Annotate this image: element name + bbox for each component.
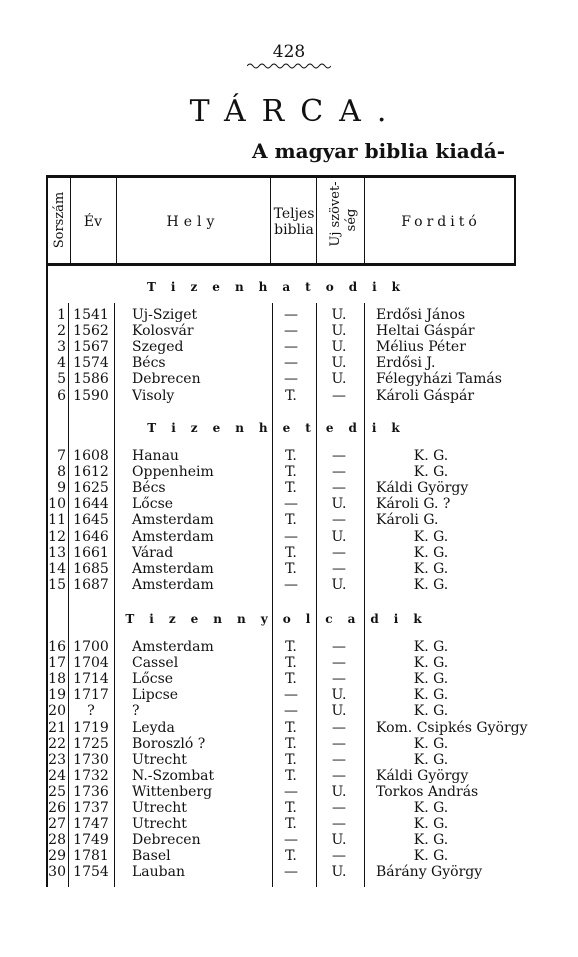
row-number: 14 — [48, 560, 66, 577]
row-new-testament: U. — [331, 832, 347, 849]
row-number: 2 — [57, 323, 66, 340]
table-row — [46, 464, 516, 480]
row-place: Amsterdam — [132, 560, 214, 577]
row-full-bible: — — [284, 528, 298, 545]
row-new-testament: U. — [331, 528, 347, 545]
row-translator: K. G. — [413, 703, 449, 720]
row-new-testament: — — [332, 448, 346, 464]
row-translator: K. G. — [413, 528, 449, 545]
row-new-testament: — — [332, 800, 346, 816]
row-place: Wittenberg — [132, 783, 213, 800]
row-translator: K. G. — [413, 735, 449, 752]
row-number: 19 — [48, 687, 66, 704]
row-full-bible: T. — [285, 480, 297, 497]
header-divider — [116, 178, 117, 264]
row-new-testament: — — [332, 639, 346, 655]
row-new-testament: U. — [331, 496, 347, 513]
table-row — [46, 577, 516, 593]
row-translator: K. G. — [413, 687, 449, 704]
table-row — [46, 388, 516, 404]
table-row — [46, 784, 516, 800]
row-full-bible: T. — [285, 544, 297, 561]
row-new-testament: — — [332, 544, 346, 561]
row-translator: Erdősi J. — [376, 355, 436, 372]
row-place: Lőcse — [132, 496, 174, 513]
row-full-bible: T. — [285, 816, 297, 833]
row-place: Utrecht — [132, 816, 187, 833]
row-new-testament: — — [332, 387, 346, 404]
row-translator: K. G. — [413, 848, 449, 865]
row-number: 30 — [48, 864, 66, 881]
row-translator: Károli Gáspár — [376, 387, 475, 404]
row-new-testament: U. — [331, 323, 347, 340]
row-translator: K. G. — [413, 800, 449, 816]
row-new-testament: — — [332, 560, 346, 577]
table-row — [46, 736, 516, 752]
row-translator: K. G. — [413, 655, 449, 672]
row-place: Leyda — [132, 719, 175, 736]
header-divider — [70, 178, 71, 264]
row-new-testament: — — [332, 767, 346, 784]
row-new-testament: — — [332, 735, 346, 752]
row-new-testament: U. — [331, 307, 347, 323]
row-year: 1586 — [73, 371, 109, 388]
row-year: 1754 — [73, 864, 109, 881]
row-number: 29 — [48, 848, 66, 865]
row-number: 23 — [48, 751, 66, 768]
row-place: Lipcse — [132, 687, 179, 704]
row-number: 12 — [48, 528, 66, 545]
row-full-bible: — — [284, 339, 298, 356]
row-year: 1700 — [73, 639, 109, 655]
row-place: Visoly — [132, 387, 175, 404]
row-year: 1685 — [73, 560, 109, 577]
row-new-testament: — — [332, 464, 346, 481]
row-new-testament: — — [332, 848, 346, 865]
table-row — [46, 768, 516, 784]
row-translator: Kom. Csipkés György — [376, 719, 528, 736]
row-number: 16 — [48, 639, 66, 655]
row-full-bible: — — [284, 864, 298, 881]
row-full-bible: — — [284, 307, 298, 323]
row-full-bible: T. — [285, 560, 297, 577]
row-place: Amsterdam — [132, 512, 214, 529]
row-translator: K. G. — [413, 464, 449, 481]
header-divider — [316, 178, 317, 264]
row-place: Amsterdam — [132, 528, 214, 545]
row-year: 1645 — [73, 512, 109, 529]
row-full-bible: — — [284, 576, 298, 593]
row-number: 28 — [48, 832, 66, 849]
row-new-testament: — — [332, 512, 346, 529]
row-new-testament: U. — [331, 783, 347, 800]
row-place: Amsterdam — [132, 639, 214, 655]
row-year: 1562 — [73, 323, 109, 340]
row-translator: K. G. — [413, 560, 449, 577]
row-year: 1749 — [73, 832, 109, 849]
row-full-bible: — — [284, 703, 298, 720]
row-translator: K. G. — [413, 639, 449, 655]
row-place: N.-Szombat — [132, 767, 215, 784]
row-number: 1 — [57, 307, 66, 323]
row-translator: Heltai Gáspár — [376, 323, 475, 340]
row-number: 7 — [57, 448, 66, 464]
table-row — [46, 307, 516, 323]
row-place: Bécs — [132, 480, 166, 497]
row-number: 15 — [48, 576, 66, 593]
row-number: 21 — [48, 719, 66, 736]
header-hely: Hely — [166, 214, 220, 230]
table-row — [46, 832, 516, 848]
row-full-bible: T. — [285, 800, 297, 816]
row-number: 3 — [57, 339, 66, 356]
row-place: Amsterdam — [132, 576, 214, 593]
row-translator: K. G. — [413, 576, 449, 593]
row-full-bible: — — [284, 832, 298, 849]
table-row — [46, 448, 516, 464]
row-place: Utrecht — [132, 800, 187, 816]
row-translator: Káldi György — [376, 767, 469, 784]
row-year: 1644 — [73, 496, 109, 513]
table-row — [46, 496, 516, 512]
row-year: 1567 — [73, 339, 109, 356]
table-row — [46, 800, 516, 816]
row-number: 11 — [48, 512, 66, 529]
row-year: 1590 — [73, 387, 109, 404]
row-translator: K. G. — [413, 832, 449, 849]
row-translator: Mélius Péter — [376, 339, 466, 356]
row-year: 1747 — [73, 816, 109, 833]
table-row — [46, 816, 516, 832]
row-full-bible: T. — [285, 735, 297, 752]
row-full-bible: T. — [285, 464, 297, 481]
article-subtitle: A magyar biblia kiadá- — [252, 139, 506, 163]
table-row — [46, 339, 516, 355]
row-translator: Károli G. — [376, 512, 439, 529]
table-row — [46, 561, 516, 577]
page-number-ornament — [247, 62, 331, 70]
table-row — [46, 703, 516, 719]
section-heading: Tizenhetedik — [147, 421, 415, 435]
row-translator: Károli G. ? — [376, 496, 451, 513]
row-new-testament: — — [332, 671, 346, 688]
row-year: 1612 — [73, 464, 109, 481]
header-teljes-line1: Teljes — [273, 206, 315, 222]
row-number: 24 — [48, 767, 66, 784]
row-full-bible: T. — [285, 751, 297, 768]
header-ujszov-line2: ség — [344, 208, 359, 232]
row-year: 1661 — [73, 544, 109, 561]
row-full-bible: T. — [285, 448, 297, 464]
row-place: Bécs — [132, 355, 166, 372]
row-place: Debrecen — [132, 371, 201, 388]
row-full-bible: — — [284, 371, 298, 388]
row-number: 8 — [57, 464, 66, 481]
row-place: Szeged — [132, 339, 184, 356]
row-year: 1574 — [73, 355, 109, 372]
row-year: 1608 — [73, 448, 109, 464]
row-year: 1704 — [73, 655, 109, 672]
row-full-bible: T. — [285, 639, 297, 655]
header-divider — [364, 178, 365, 264]
table-row — [46, 687, 516, 703]
row-year: 1714 — [73, 671, 109, 688]
row-year: 1625 — [73, 480, 109, 497]
row-number: 25 — [48, 783, 66, 800]
row-year: 1732 — [73, 767, 109, 784]
table-row — [46, 719, 528, 736]
row-translator: K. G. — [413, 544, 449, 561]
row-full-bible: T. — [285, 767, 297, 784]
row-translator: Félegyházi Tamás — [376, 371, 502, 388]
row-year: 1687 — [73, 576, 109, 593]
table-row — [46, 655, 516, 671]
row-new-testament: U. — [331, 576, 347, 593]
table-row — [46, 864, 516, 880]
row-full-bible: — — [284, 355, 298, 372]
row-translator: K. G. — [413, 671, 449, 688]
row-translator: Káldi György — [376, 480, 469, 497]
row-place: Kolosvár — [132, 323, 194, 340]
row-new-testament: — — [332, 480, 346, 497]
row-place: Debrecen — [132, 832, 201, 849]
row-full-bible: — — [284, 496, 298, 513]
header-ujszov-line1: Uj szövet- — [328, 181, 343, 247]
row-place: Várad — [132, 544, 174, 561]
row-place: Oppenheim — [132, 464, 214, 481]
row-new-testament: U. — [331, 703, 347, 720]
row-translator: Bárány György — [376, 864, 483, 881]
row-number: 27 — [48, 816, 66, 833]
row-number: 9 — [57, 480, 66, 497]
row-full-bible: — — [284, 687, 298, 704]
header-teljes-line2: biblia — [274, 222, 314, 238]
row-number: 10 — [48, 496, 66, 513]
row-year: 1737 — [73, 800, 109, 816]
row-year: 1730 — [73, 751, 109, 768]
row-place: Uj-Sziget — [132, 307, 198, 323]
row-translator: Erdősi János — [376, 307, 466, 323]
row-number: 26 — [48, 800, 66, 816]
row-full-bible: — — [284, 323, 298, 340]
row-year: 1719 — [73, 719, 109, 736]
row-new-testament: U. — [331, 371, 347, 388]
row-year: ? — [87, 703, 95, 720]
row-full-bible: T. — [285, 387, 297, 404]
table-row — [46, 512, 516, 528]
table-row — [46, 371, 516, 387]
row-translator: K. G. — [413, 448, 449, 464]
table-row — [46, 639, 516, 655]
row-new-testament: U. — [331, 687, 347, 704]
row-translator: Torkos András — [376, 783, 479, 800]
table-row — [46, 671, 516, 687]
table-row — [46, 480, 516, 496]
row-place: Boroszló ? — [132, 735, 206, 752]
row-number: 6 — [57, 387, 66, 404]
row-new-testament: — — [332, 816, 346, 833]
row-number: 18 — [48, 671, 66, 688]
row-number: 4 — [57, 355, 66, 372]
row-year: 1717 — [73, 687, 109, 704]
row-number: 20 — [48, 703, 66, 720]
row-full-bible: T. — [285, 671, 297, 688]
row-number: 5 — [57, 371, 66, 388]
row-translator: K. G. — [413, 751, 449, 768]
row-new-testament: — — [332, 719, 346, 736]
row-number: 13 — [48, 544, 66, 561]
row-full-bible: — — [284, 783, 298, 800]
header-sorszam: Sorszám — [52, 191, 67, 249]
row-new-testament: — — [332, 751, 346, 768]
row-place: Cassel — [132, 655, 179, 672]
row-place: Basel — [132, 848, 171, 865]
row-year: 1541 — [73, 307, 109, 323]
row-place: Utrecht — [132, 751, 187, 768]
row-translator: K. G. — [413, 816, 449, 833]
row-place: Lőcse — [132, 671, 174, 688]
row-full-bible: T. — [285, 655, 297, 672]
table-row — [46, 848, 516, 864]
row-number: 17 — [48, 655, 66, 672]
section-heading: Tizennyolcadik — [125, 612, 437, 626]
row-year: 1736 — [73, 783, 109, 800]
header-fordito: Forditó — [401, 214, 481, 230]
row-full-bible: T. — [285, 719, 297, 736]
row-new-testament: — — [332, 655, 346, 672]
header-divider — [270, 178, 271, 264]
page-number: 428 — [272, 42, 306, 62]
table-row — [46, 323, 516, 339]
row-number: 22 — [48, 735, 66, 752]
row-place: ? — [132, 703, 140, 720]
table-row — [46, 752, 516, 768]
section-heading: Tizenhatodik — [147, 280, 415, 294]
header-ev: Év — [83, 214, 103, 230]
row-year: 1725 — [73, 735, 109, 752]
bible-editions-table — [46, 175, 528, 887]
article-title: TÁRCA. — [189, 94, 403, 129]
row-full-bible: T. — [285, 848, 297, 865]
table-row — [46, 529, 516, 545]
table-row — [46, 545, 516, 561]
row-new-testament: U. — [331, 864, 347, 881]
row-full-bible: T. — [285, 512, 297, 529]
table-row — [46, 355, 516, 371]
row-new-testament: U. — [331, 355, 347, 372]
row-year: 1646 — [73, 528, 109, 545]
row-year: 1781 — [73, 848, 109, 865]
row-new-testament: U. — [331, 339, 347, 356]
row-place: Lauban — [132, 864, 185, 881]
row-place: Hanau — [132, 448, 179, 464]
